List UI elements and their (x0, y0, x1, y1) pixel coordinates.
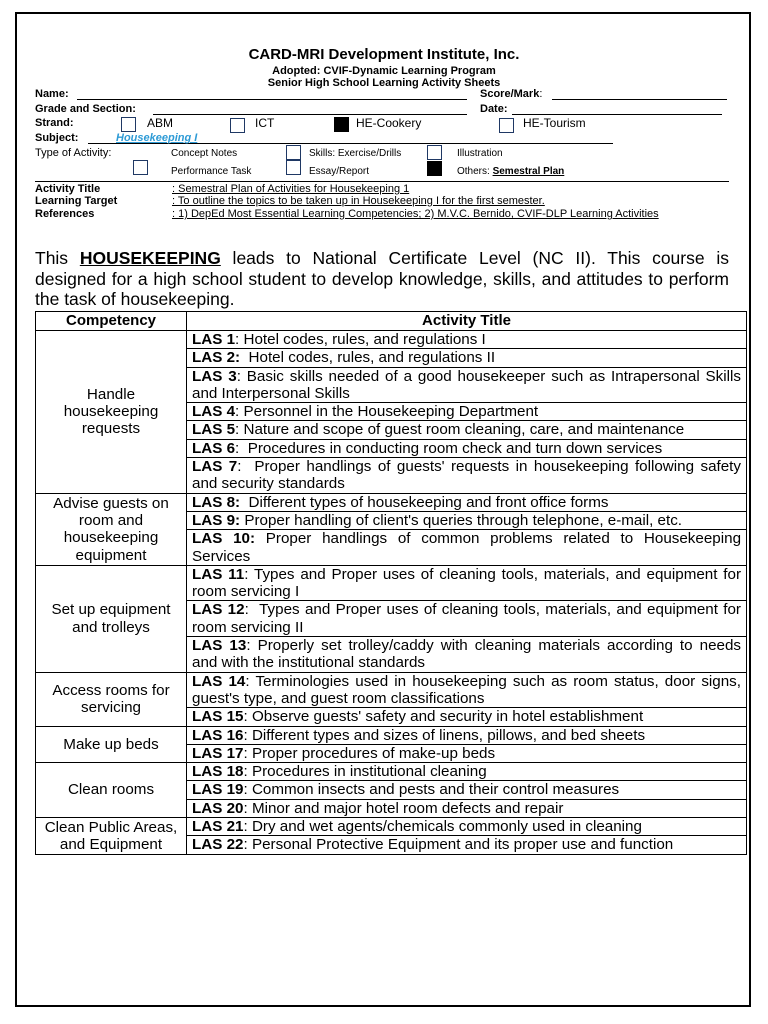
las-number: LAS 2: (192, 349, 241, 367)
competency-cell: Make up beds (36, 726, 187, 763)
activity-cell (187, 708, 747, 726)
competency-header: Competency (36, 312, 187, 331)
activity-type-label: Type of Activity: (35, 147, 112, 159)
activity-title: : Common insects and pests and their control measures (243, 781, 620, 799)
las-number: LAS 17 (192, 744, 244, 762)
las-number: LAS 19 (192, 781, 244, 799)
las-number: LAS 13 (192, 637, 247, 655)
activity-cell (187, 601, 747, 637)
las-number: LAS 6 (192, 439, 236, 457)
activity-cell (187, 818, 747, 836)
intro-paragraph: This HOUSEKEEPING leads to National Certificate Level (NC II). This course is designed for a high school student to develop knowledge, skills, and attitudes to perform the task of housekeeping. (35, 248, 729, 309)
activity-cell (187, 493, 747, 511)
table-row (36, 672, 747, 708)
adopted-line: Adopted: CVIF-Dynamic Learning Program (272, 65, 496, 77)
strand-cookery-checkbox[interactable] (334, 117, 349, 132)
las-number: LAS 11 (192, 565, 245, 583)
activity-title: : Dry and wet agents/chemicals commonly used in cleaning (243, 818, 642, 836)
activity-title: : Personnel in the Housekeeping Department (235, 403, 539, 421)
activity-title: Proper handling of client's queries through telephone, e-mail, etc. (240, 511, 683, 529)
org-title: CARD-MRI Development Institute, Inc. (248, 46, 520, 63)
las-number: LAS 20 (192, 799, 244, 817)
competency-cell: Advise guests on room and housekeeping equipment (36, 493, 187, 565)
activity-title: : Basic skills needed of a good housekeeper such as Intrapersonal Skills and Interpersonal Skills (192, 367, 746, 402)
las-number: LAS 12 (192, 601, 245, 619)
activity-cell (187, 331, 747, 349)
table-row (36, 818, 747, 836)
competency-cell: Clean Public Areas, and Equipment (36, 818, 187, 855)
learning-target-label: Learning Target (35, 195, 118, 207)
activity-title: : Proper procedures of make-up beds (243, 744, 496, 762)
las-number: LAS 4 (192, 403, 236, 421)
activity-cell (187, 744, 747, 762)
essay-checkbox[interactable] (286, 160, 301, 175)
competency-cell: Access rooms for servicing (36, 672, 187, 726)
course-name: HOUSEKEEPING (79, 248, 221, 268)
activity-cell (187, 781, 747, 799)
activity-cell (187, 349, 747, 367)
performance-label: Performance Task (171, 166, 252, 177)
table-row (36, 493, 747, 511)
activity-cell (187, 637, 747, 673)
name-label: Name: (35, 88, 69, 100)
strand-abm-checkbox[interactable] (121, 117, 136, 132)
activity-cell (187, 458, 747, 494)
strand-ict-label: ICT (255, 116, 275, 130)
table-row (36, 565, 747, 601)
activity-cell (187, 726, 747, 744)
activity-title: : Hotel codes, rules, and regulations I (235, 331, 486, 348)
section-divider (35, 181, 729, 182)
activity-table (35, 311, 747, 855)
score-label: Score/Mark: (480, 88, 543, 100)
concept-notes-checkbox[interactable] (133, 160, 148, 175)
las-number: LAS 9: (192, 511, 241, 529)
activity-cell (187, 565, 747, 601)
las-number: LAS 16 (192, 726, 244, 744)
activity-title-label: Activity Title (35, 183, 101, 195)
strand-abm-label: ABM (147, 116, 174, 130)
las-number: LAS 21 (192, 818, 244, 836)
essay-label: Essay/Report (309, 166, 370, 177)
others-label: Others: Semestral Plan (457, 166, 565, 177)
competency-cell: Set up equipment and trolleys (36, 565, 187, 672)
activity-cell (187, 439, 747, 457)
las-number: LAS 18 (192, 763, 244, 781)
name-field[interactable] (77, 99, 467, 100)
competency-cell: Handle housekeeping requests (36, 331, 187, 494)
strand-tourism-checkbox[interactable] (499, 118, 514, 133)
las-number: LAS 3 (192, 367, 237, 385)
table-row (36, 726, 747, 744)
strand-tourism-label: HE-Tourism (523, 116, 586, 130)
activity-title: : Minor and major hotel room defects and repair (243, 799, 564, 817)
competency-cell: Clean rooms (36, 763, 187, 818)
activity-cell (187, 511, 747, 529)
table-row (36, 331, 747, 349)
activity-cell (187, 836, 747, 854)
grade-field[interactable] (153, 114, 467, 115)
las-number: LAS 22 (192, 836, 244, 854)
activity-title: : Procedures in institutional cleaning (243, 763, 487, 781)
activity-cell (187, 403, 747, 421)
activity-title: : Types and Proper uses of cleaning tools, materials, and equipment for room servicing I (192, 565, 746, 601)
las-number: LAS 8: (192, 493, 241, 511)
activity-title: : Observe guests' safety and security in hotel establishment (243, 708, 644, 726)
date-field[interactable] (512, 114, 722, 115)
activity-title: Hotel codes, rules, and regulations II (240, 349, 496, 367)
activity-title: Proper handlings of common problems related to Housekeeping Services (192, 530, 746, 565)
las-number: LAS 14 (192, 672, 246, 690)
activity-title: : Procedures in conducting room check and turn down services (235, 439, 663, 457)
activity-cell (187, 421, 747, 439)
skills-checkbox[interactable] (286, 145, 301, 160)
grade-label: Grade and Section: (35, 103, 136, 115)
sheet-title: Senior High School Learning Activity Sheets (267, 77, 501, 89)
table-row (36, 763, 747, 781)
activity-title: : Types and Proper uses of cleaning tools, materials, and equipment for room servicing II (192, 601, 746, 636)
activity-cell (187, 799, 747, 817)
activity-title: : Proper handlings of guests' requests in housekeeping following safety and security standards (192, 458, 746, 493)
date-label: Date: (480, 103, 508, 115)
las-number: LAS 1 (192, 331, 236, 348)
activity-title: : Terminologies used in housekeeping such as room status, door signs, guest's type, and guest room classifications (192, 672, 746, 707)
activity-title: Different types of housekeeping and front office forms (240, 493, 609, 511)
activity-cell (187, 530, 747, 566)
skills-label: Skills: Exercise/Drills (309, 148, 402, 159)
las-number: LAS 7 (192, 458, 238, 476)
learning-target-value: : To outline the topics to be taken up in Housekeeping I for the first semester. (172, 195, 545, 207)
activity-header: Activity Title (187, 312, 747, 331)
las-number: LAS 15 (192, 708, 244, 726)
activity-title: : Different types and sizes of linens, pillows, and bed sheets (243, 726, 646, 744)
activity-title: : Properly set trolley/caddy with cleaning materials according to needs and with the institutional standards (192, 637, 746, 672)
illustration-checkbox[interactable] (427, 145, 442, 160)
strand-ict-checkbox[interactable] (230, 118, 245, 133)
activity-cell (187, 763, 747, 781)
subject-value: Housekeeping I (116, 132, 198, 144)
activity-cell (187, 367, 747, 403)
activity-cell (187, 672, 747, 708)
activity-title: : Personal Protective Equipment and its proper use and function (243, 836, 674, 854)
references-label: References (35, 208, 95, 220)
illustration-label: Illustration (457, 148, 503, 159)
score-field[interactable] (552, 99, 727, 100)
strand-cookery-label: HE-Cookery (356, 116, 422, 130)
subject-label: Subject: (35, 132, 79, 144)
las-number: LAS 5 (192, 421, 236, 439)
references-value: : 1) DepEd Most Essential Learning Competencies; 2) M.V.C. Bernido, CVIF-DLP Learning Activities (172, 208, 659, 220)
las-number: LAS 10: (192, 530, 256, 548)
strand-label: Strand: (35, 117, 74, 129)
others-checkbox[interactable] (427, 161, 442, 176)
activity-title-value: : Semestral Plan of Activities for Housekeeping 1 (172, 183, 410, 195)
activity-title: : Nature and scope of guest room cleaning, care, and maintenance (235, 421, 685, 439)
concept-notes-label: Concept Notes (171, 148, 238, 159)
